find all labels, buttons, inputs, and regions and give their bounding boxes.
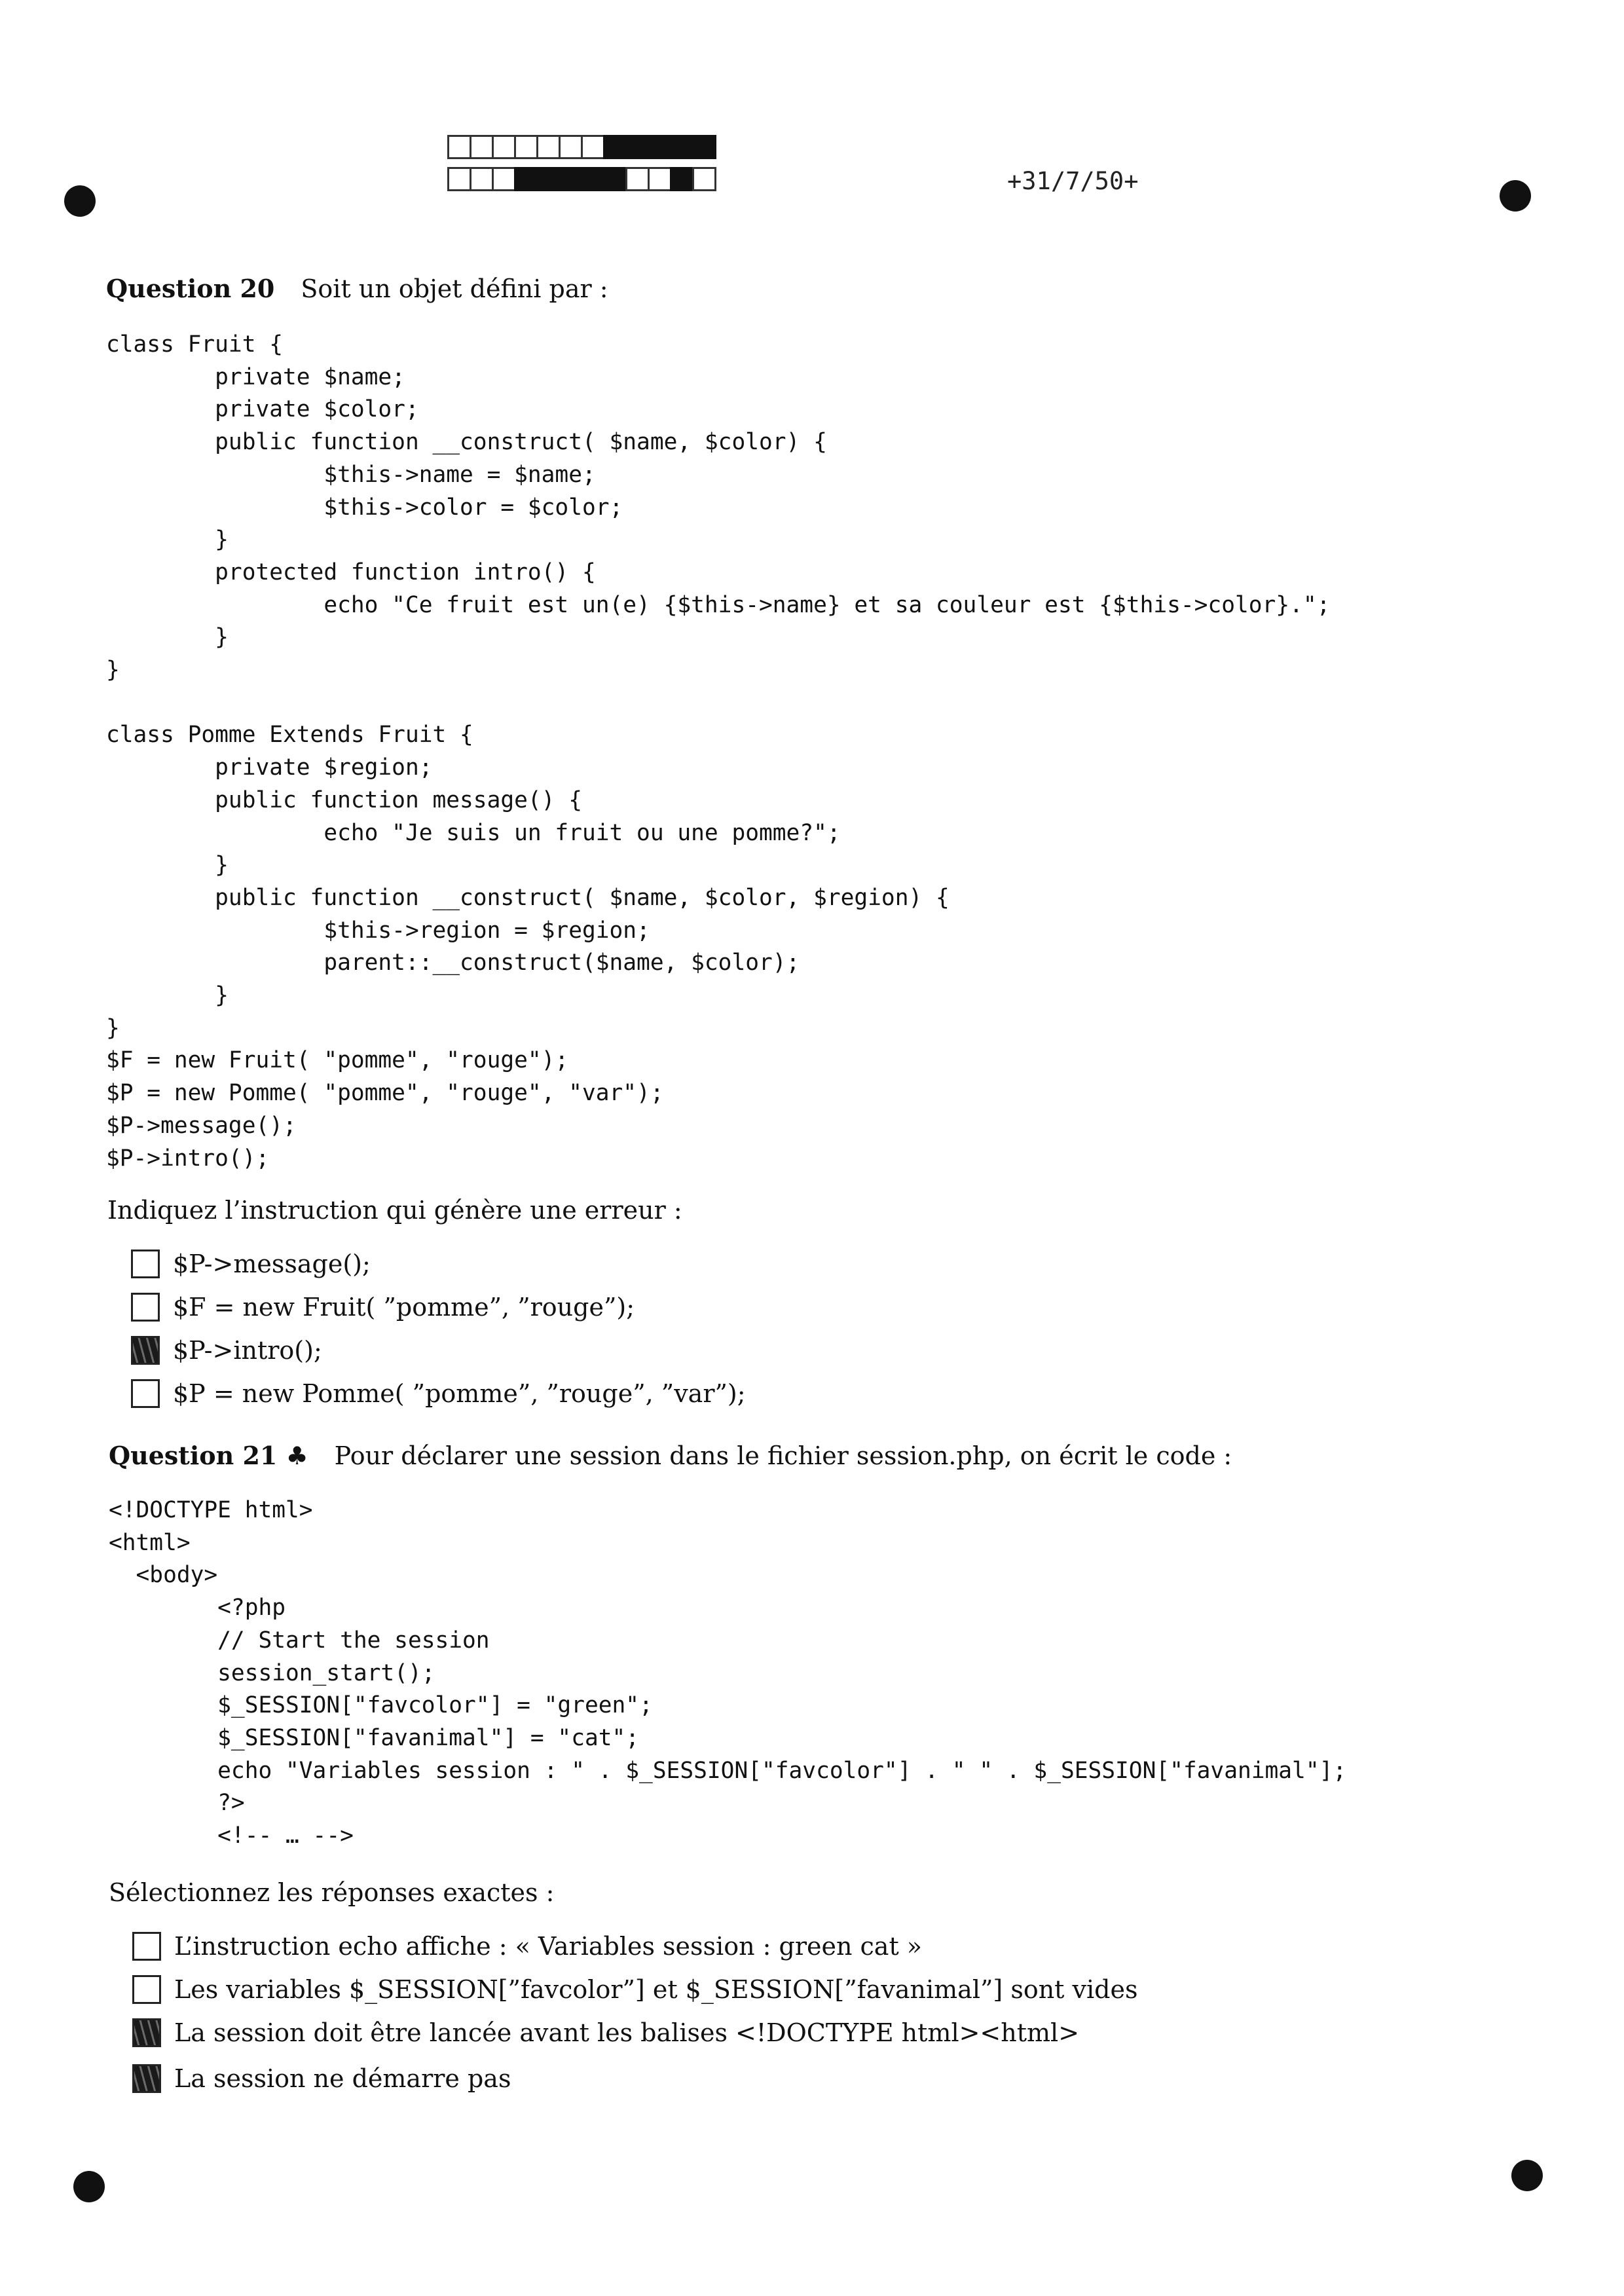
id-cell xyxy=(648,135,672,159)
id-cell xyxy=(514,167,538,191)
checkbox[interactable] xyxy=(131,1379,160,1408)
q20-option-4[interactable] xyxy=(131,1379,746,1408)
id-cell xyxy=(670,135,694,159)
q21-option-2[interactable] xyxy=(132,1975,1137,2004)
id-cell xyxy=(692,167,716,191)
question-20-text: Soit un objet défini par : xyxy=(301,274,608,303)
id-cell xyxy=(447,167,471,191)
question-21-text: Pour déclarer une session dans le fichier session.php, on écrit le code : xyxy=(334,1441,1232,1470)
q20-option-2[interactable] xyxy=(131,1293,635,1322)
option-label: $P->intro(); xyxy=(173,1336,322,1365)
q21-option-1[interactable] xyxy=(132,1932,922,1961)
id-cell xyxy=(514,135,538,159)
id-cell xyxy=(625,167,650,191)
option-label: $F = new Fruit( ”pomme”, ”rouge”); xyxy=(173,1293,635,1322)
question-21-prompt: Sélectionnez les réponses exactes : xyxy=(109,1878,555,1907)
checkbox[interactable] xyxy=(132,1932,161,1961)
option-label: $P->message(); xyxy=(173,1250,371,1278)
question-20-code: class Fruit { private $name; private $color; public function __construct( $name, $color) { $this->name = $name; $this->color = $color; } protected function intro() { echo "Ce fruit est un(e) {$this->name} et sa couleur est {$this->color}."; } } class Pomme Extends Fruit { private $region; public function message() { echo "Je suis un fruit ou une pomme?"; } public function __construct( $name, $color, $region) { $this->region = $region; parent::__construct($name, $color); } } $F = new Fruit( "pomme", "rouge"); $P = new Pomme( "pomme", "rouge", "var"); $P->message(); $P->intro(); xyxy=(106,331,1331,1172)
option-label: La session doit être lancée avant les balises <!DOCTYPE html><html> xyxy=(174,2018,1080,2047)
option-label: L’instruction echo affiche : « Variables session : green cat » xyxy=(174,1932,923,1961)
id-cell xyxy=(581,135,605,159)
question-20-title xyxy=(106,274,608,303)
checkbox[interactable] xyxy=(132,2018,161,2047)
question-21-title xyxy=(109,1441,1232,1470)
id-cell xyxy=(470,135,494,159)
registration-mark-bottom-left xyxy=(73,2171,105,2202)
id-code-row-1 xyxy=(447,135,714,159)
id-cell xyxy=(536,135,561,159)
id-cell xyxy=(470,167,494,191)
id-cell xyxy=(447,135,471,159)
checkbox[interactable] xyxy=(132,1975,161,2004)
id-cell xyxy=(648,167,672,191)
option-label: La session ne démarre pas xyxy=(174,2064,511,2093)
id-code-row-2 xyxy=(447,167,714,191)
question-21-number: Question 21 ♣ xyxy=(109,1441,308,1470)
id-cell xyxy=(603,135,627,159)
id-cell xyxy=(536,167,561,191)
checkbox[interactable] xyxy=(132,2064,161,2093)
registration-mark-bottom-right xyxy=(1511,2160,1543,2191)
q21-option-4[interactable] xyxy=(132,2064,511,2093)
q21-option-3[interactable] xyxy=(132,2018,1079,2047)
question-20-number: Question 20 xyxy=(106,274,275,303)
checkbox[interactable] xyxy=(131,1336,160,1365)
id-cell xyxy=(581,167,605,191)
q20-option-3[interactable] xyxy=(131,1336,322,1365)
checkbox[interactable] xyxy=(131,1293,160,1322)
question-20-prompt: Indiquez l’instruction qui génère une erreur : xyxy=(107,1196,682,1225)
registration-mark-top-right xyxy=(1500,180,1531,212)
checkbox[interactable] xyxy=(131,1250,160,1278)
id-cell xyxy=(670,167,694,191)
id-cell xyxy=(559,135,583,159)
id-cell xyxy=(492,167,516,191)
question-21-code: <!DOCTYPE html> <html> <body> <?php // Start the session session_start(); $_SESSION["favcolor"] = "green"; $_SESSION["favanimal"] = "cat"; echo "Variables session : " . $_SESSION["favcolor"] . " " . $_SESSION["favanimal"]; ?> <!-- … --> xyxy=(109,1497,1347,1849)
page-code: +31/7/50+ xyxy=(1007,167,1139,195)
option-label: $P = new Pomme( ”pomme”, ”rouge”, ”var”); xyxy=(173,1379,746,1408)
id-cell xyxy=(492,135,516,159)
option-label: Les variables $_SESSION[”favcolor”] et $_SESSION[”favanimal”] sont vides xyxy=(174,1975,1138,2004)
id-cell xyxy=(603,167,627,191)
id-cell xyxy=(559,167,583,191)
id-cell xyxy=(692,135,716,159)
id-cell xyxy=(625,135,650,159)
registration-mark-top-left xyxy=(64,185,96,217)
q20-option-1[interactable] xyxy=(131,1250,371,1278)
